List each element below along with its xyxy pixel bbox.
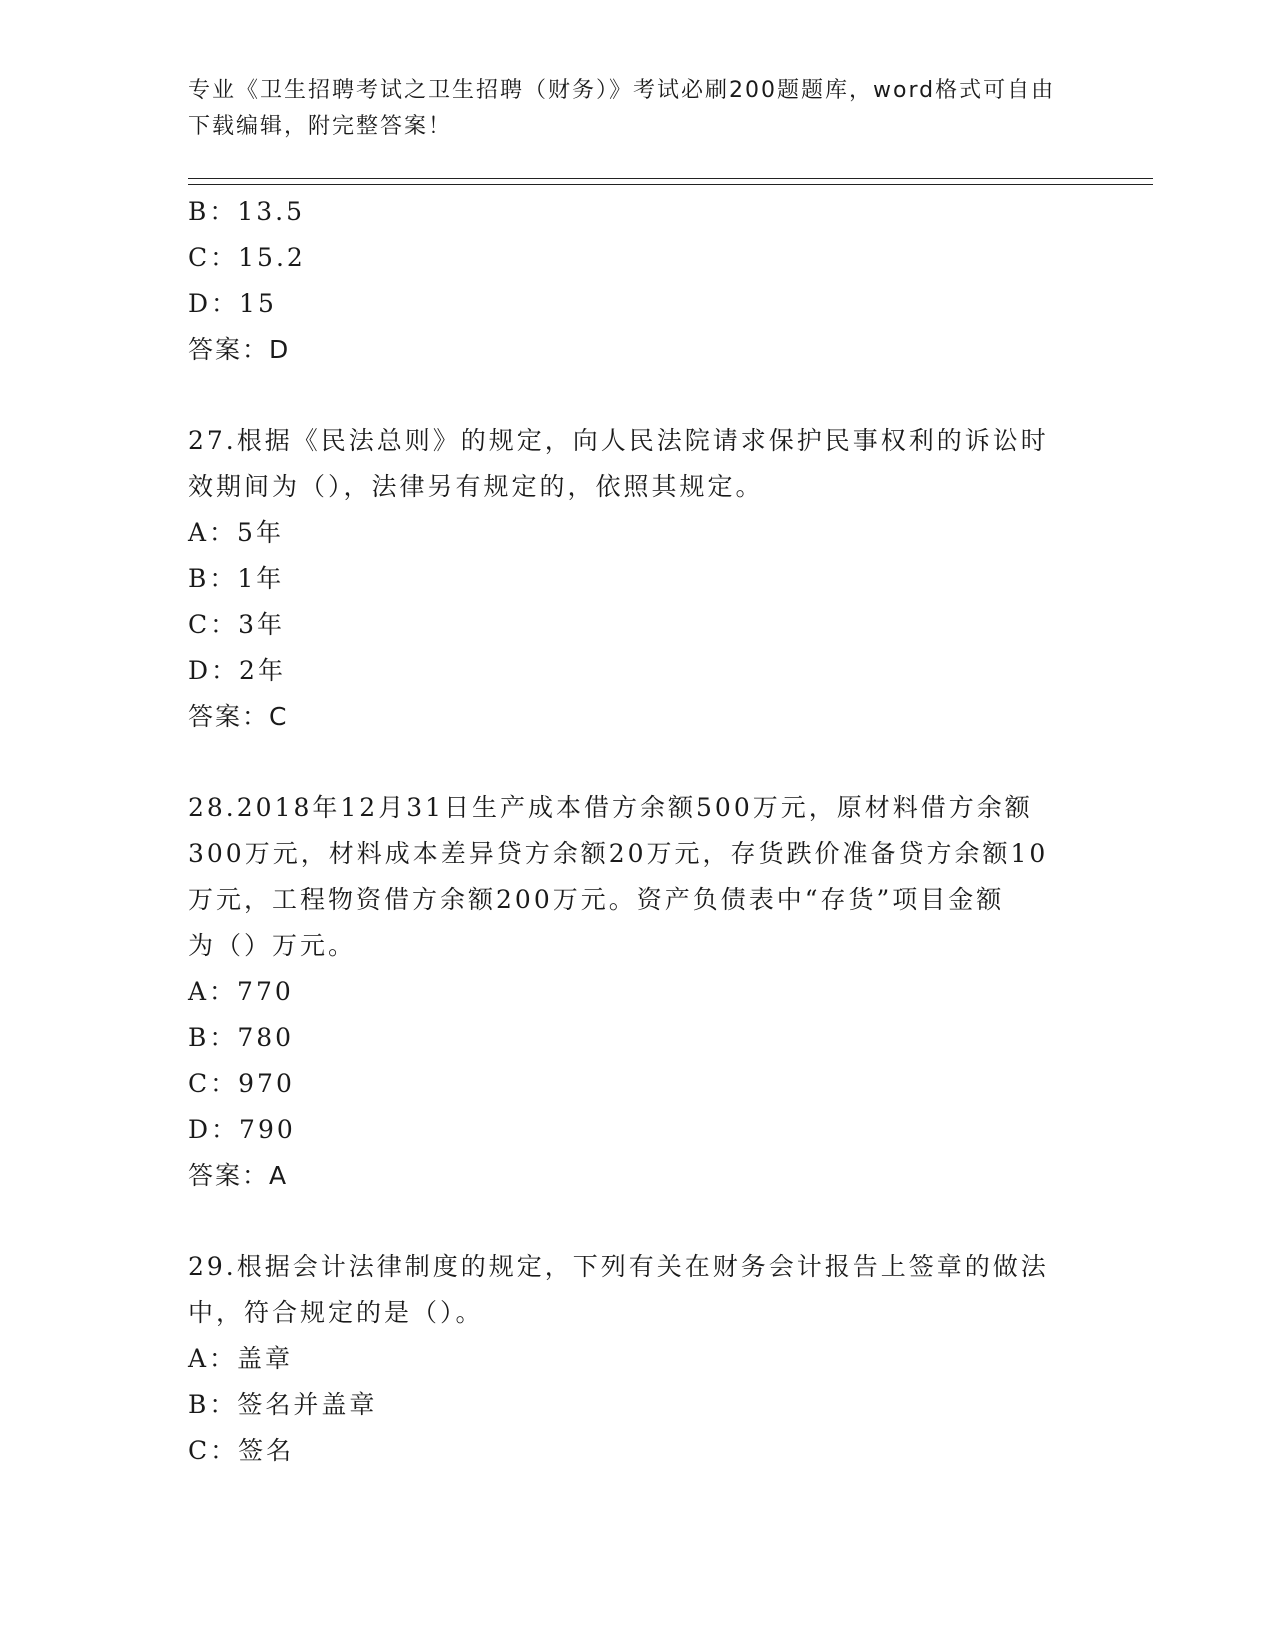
answer: 答案：A [188,1161,289,1190]
answer: 答案：C [188,702,289,731]
question-28 [188,785,1088,1199]
question-26 [188,189,1088,373]
question-29 [188,1244,1088,1474]
option-d: D：2年 [188,656,286,685]
answer: 答案：D [188,335,291,364]
question-text-line: 28.2018年12月31日生产成本借方余额500万元，原材料借方余额 [188,793,1033,822]
option-a: A：770 [188,977,294,1006]
option-a: A：盖章 [188,1344,294,1373]
question-text-line: 300万元，材料成本差异贷方余额20万元，存货跌价准备贷方余额10 [188,839,1049,868]
option-c: C：3年 [188,610,286,639]
option-b: B：13.5 [188,197,306,226]
option-c: C：15.2 [188,243,306,272]
option-b: B：780 [188,1023,295,1052]
option-c: C：签名 [188,1436,295,1465]
question-text-line: 为（）万元。 [188,931,357,960]
document-header: 专业《卫生招聘考试之卫生招聘（财务）》考试必刷200题题库，word格式可自由下载编辑，附完整答案！ [188,78,1056,139]
option-c: C：970 [188,1069,295,1098]
header-divider-top [188,178,1153,179]
question-27 [188,418,1088,740]
question-text-line: 中，符合规定的是（）。 [188,1298,484,1327]
question-text-line: 万元，工程物资借方余额200万元。资产负债表中“存货”项目金额 [188,885,1005,914]
question-text-line: 效期间为（），法律另有规定的，依照其规定。 [188,472,764,501]
question-list [188,189,1088,1474]
question-text-line: 29.根据会计法律制度的规定，下列有关在财务会计报告上签章的做法 [188,1252,1049,1281]
option-b: B：签名并盖章 [188,1390,378,1419]
option-a: A：5年 [188,518,284,547]
header-divider-bottom [188,184,1153,185]
option-d: D：15 [188,289,277,318]
option-d: D：790 [188,1115,296,1144]
question-text-line: 27.根据《民法总则》的规定，向人民法院请求保护民事权利的诉讼时 [188,426,1049,455]
option-b: B：1年 [188,564,285,593]
